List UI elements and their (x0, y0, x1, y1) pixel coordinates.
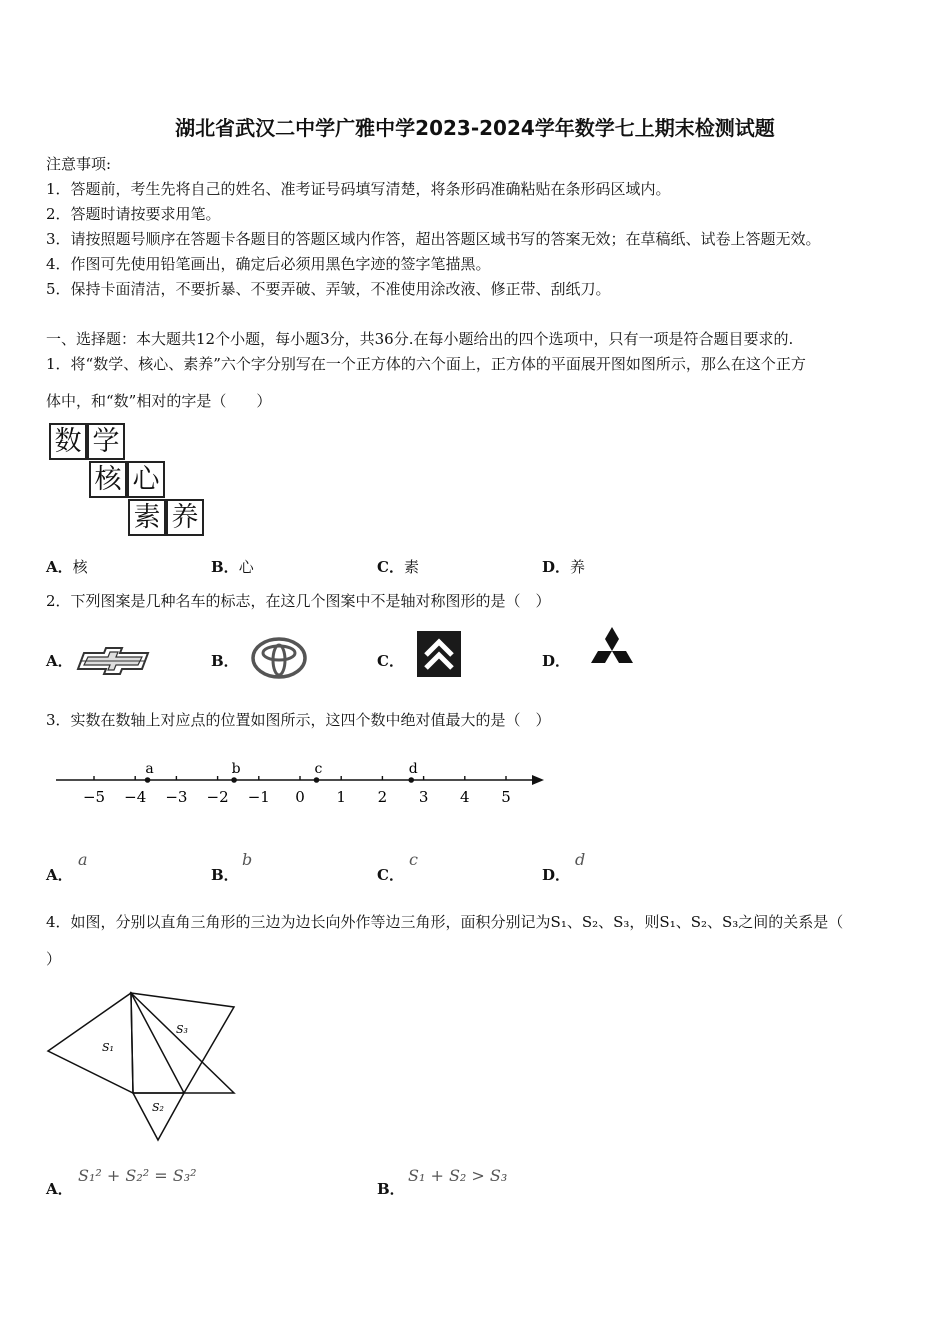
q1-option-b[interactable]: B．心 (211, 558, 254, 576)
number-line-figure (0, 755, 560, 815)
q4-option-a[interactable]: A． (46, 1180, 73, 1198)
note-item: 3．请按照题号顺序在答题卡各题目的答题区域内作答，超出答题区域书写的答案无效；在草稿纸、试卷上答题无效。 (46, 230, 821, 248)
q1-option-d[interactable]: D．养 (542, 558, 586, 576)
mitsubishi-logo-icon (583, 625, 641, 675)
note-item: 1．答题前，考生先将自己的姓名、准考证号码填写清楚，将条形码准确粘贴在条形码区域内。 (46, 180, 671, 198)
label-s2: S₂ (152, 1101, 164, 1114)
note-item: 4．作图可先使用铅笔画出，确定后必须用黑色字迹的签字笔描黑。 (46, 255, 491, 273)
note-item: 5．保持卡面清洁，不要折暴、不要弄破、弄皱，不准使用涂改液、修正带、刮纸刀。 (46, 280, 611, 298)
point-label-a: a (145, 761, 154, 777)
tick-label: 1 (336, 788, 346, 806)
tick-label: 2 (377, 788, 388, 806)
tick-label: 3 (418, 788, 429, 806)
point-b (231, 777, 237, 783)
tick-label: −2 (206, 788, 229, 806)
net-cell: 学 (87, 423, 125, 460)
q1-option-c[interactable]: C．素 (377, 558, 419, 576)
notes-heading: 注意事项: (46, 155, 112, 173)
tick-label: 0 (295, 788, 305, 806)
q3-option-b[interactable]: B． (211, 866, 239, 884)
note-item: 2．答题时请按要求用笔。 (46, 205, 221, 223)
triangle-s1 (48, 993, 133, 1093)
right-triangle (131, 993, 234, 1093)
point-a (145, 777, 151, 783)
q2-option-d[interactable]: D． (542, 652, 571, 670)
label-s3: S₃ (176, 1023, 188, 1036)
q1-stem-line1: 1．将“数学、核心、素养”六个字分别写在一个正方体的六个面上，正方体的平面展开图如图所示，那么在这个正方 (46, 355, 806, 373)
toyota-logo-icon (250, 636, 308, 680)
q2-stem: 2．下列图案是几种名车的标志，在这几个图案中不是轴对称图形的是（ ） (46, 592, 551, 610)
q3-option-d-value: d (575, 850, 586, 869)
q2-option-c[interactable]: C． (377, 652, 404, 670)
q3-option-c[interactable]: C． (377, 866, 404, 884)
point-label-b: b (231, 761, 241, 777)
net-cell: 核 (89, 461, 127, 498)
q4-stem-line2: ） (46, 950, 62, 968)
net-cell: 数 (49, 423, 87, 460)
net-cell: 养 (166, 499, 204, 536)
q2-option-b[interactable]: B． (211, 652, 239, 670)
q1-option-a[interactable]: A．核 (46, 558, 88, 576)
q3-option-b-value: b (242, 850, 253, 869)
tick-label: 4 (460, 788, 470, 806)
citroen-logo-icon (417, 631, 461, 677)
point-c (314, 777, 320, 783)
tick-label: 5 (501, 788, 511, 806)
q4-stem-line1: 4．如图，分别以直角三角形的三边为边长向外作等边三角形，面积分别记为S₁、S₂、S₃，则S₁、S₂、S₃之间的关系是（ (46, 913, 844, 931)
tick-label: −5 (82, 788, 106, 806)
q1-stem-line2: 体中，和“数”相对的字是（ ） (46, 392, 272, 410)
point-label-c: c (314, 761, 323, 777)
point-d (408, 777, 414, 783)
section-heading: 一、选择题：本大题共12个小题，每小题3分，共36分.在每小题给出的四个选项中，只有一项是符合题目要求的. (46, 330, 794, 348)
triangle-figure (40, 985, 240, 1145)
q3-option-d[interactable]: D． (542, 866, 571, 884)
page-title: 湖北省武汉二中学广雅中学2023-2024学年数学七上期末检测试题 (175, 116, 775, 140)
label-s1: S₁ (102, 1041, 114, 1054)
net-cell: 素 (128, 499, 166, 536)
chevrolet-logo-icon (76, 645, 152, 677)
q3-stem: 3．实数在数轴上对应点的位置如图所示，这四个数中绝对值最大的是（ ） (46, 711, 551, 729)
q4-option-b-formula: S₁ + S₂ > S₃ (408, 1166, 508, 1185)
point-label-d: d (408, 761, 418, 777)
q4-option-b[interactable]: B． (377, 1180, 405, 1198)
tick-label: −1 (247, 788, 270, 806)
tick-label: −4 (124, 788, 147, 806)
q3-option-a[interactable]: A． (46, 866, 73, 884)
q2-option-a[interactable]: A． (46, 652, 73, 670)
q3-option-a-value: a (78, 850, 88, 869)
q3-option-c-value: c (409, 850, 418, 869)
net-cell: 心 (127, 461, 165, 498)
tick-label: −3 (165, 788, 188, 806)
axis-arrow-icon (532, 775, 544, 785)
q4-option-a-formula: S₁² + S₂² = S₃² (78, 1166, 197, 1185)
